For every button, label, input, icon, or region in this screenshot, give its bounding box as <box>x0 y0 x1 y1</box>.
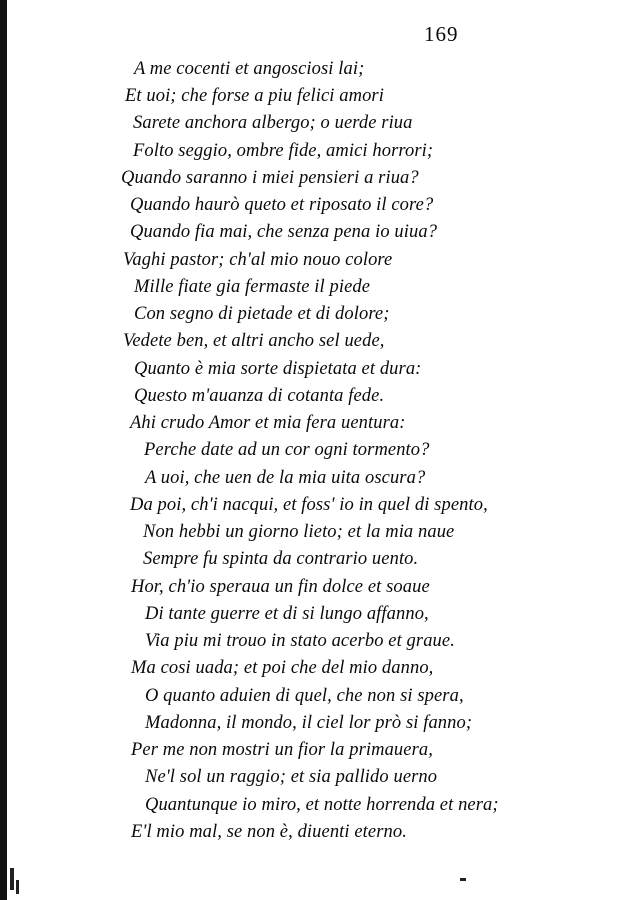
verse-line: Quando haurò queto et riposato il core? <box>130 195 434 215</box>
verse-line: E'l mio mal, se non è, diuenti eterno. <box>131 822 407 842</box>
print-speck <box>460 878 466 881</box>
verse-line: Ahi crudo Amor et mia fera uentura: <box>130 413 406 433</box>
verse-line: Folto seggio, ombre fide, amici horrori; <box>133 141 434 161</box>
verse-line: Con segno di pietade et di dolore; <box>134 304 390 324</box>
verse-line: Sarete anchora albergo; o uerde riua <box>133 113 413 133</box>
verse-line: O quanto aduien di quel, che non si spera, <box>145 686 464 706</box>
print-speck <box>10 868 14 890</box>
verse-line: Da poi, ch'i nacqui, et foss' io in quel di spento, <box>130 495 488 515</box>
verse-line: Mille fiate gia fermaste il piede <box>134 277 371 297</box>
verse-line: Madonna, il mondo, il ciel lor prò si fanno; <box>145 713 473 733</box>
verse-line: Vedete ben, et altri ancho sel uede, <box>123 331 385 351</box>
verse-line: Di tante guerre et di si lungo affanno, <box>145 604 429 624</box>
verse-line: Questo m'auanza di cotanta fede. <box>134 386 385 406</box>
verse-line: Non hebbi un giorno lieto; et la mia naue <box>143 522 455 542</box>
verse-line: Per me non mostri un fior la primauera, <box>131 740 433 760</box>
verse-line: Hor, ch'io speraua un fin dolce et soaue <box>131 577 430 597</box>
verse-line: Ne'l sol un raggio; et sia pallido uerno <box>145 767 438 787</box>
verse-line: Quanto è mia sorte dispietata et dura: <box>134 359 422 379</box>
page-left-edge-shadow <box>0 0 7 900</box>
verse-line: Quantunque io miro, et notte horrenda et nera; <box>145 795 499 815</box>
page-number: 169 <box>424 22 459 46</box>
verse-line: Quando fia mai, che senza pena io uiua? <box>130 222 438 242</box>
verse-line: Via piu mi trouo in stato acerbo et graue. <box>145 631 455 651</box>
verse-line: A uoi, che uen de la mia uita oscura? <box>145 468 426 488</box>
verse-line: Et uoi; che forse a piu felici amori <box>125 86 384 106</box>
verse-line: Perche date ad un cor ogni tormento? <box>144 440 430 460</box>
verse-line: A me cocenti et angosciosi lai; <box>134 59 365 79</box>
verse-line: Sempre fu spinta da contrario uento. <box>143 549 419 569</box>
verse-line: Vaghi pastor; ch'al mio nouo colore <box>123 250 393 270</box>
verse-line: Quando saranno i miei pensieri a riua? <box>121 168 419 188</box>
print-speck <box>16 880 19 894</box>
verse-line: Ma cosi uada; et poi che del mio danno, <box>131 658 434 678</box>
